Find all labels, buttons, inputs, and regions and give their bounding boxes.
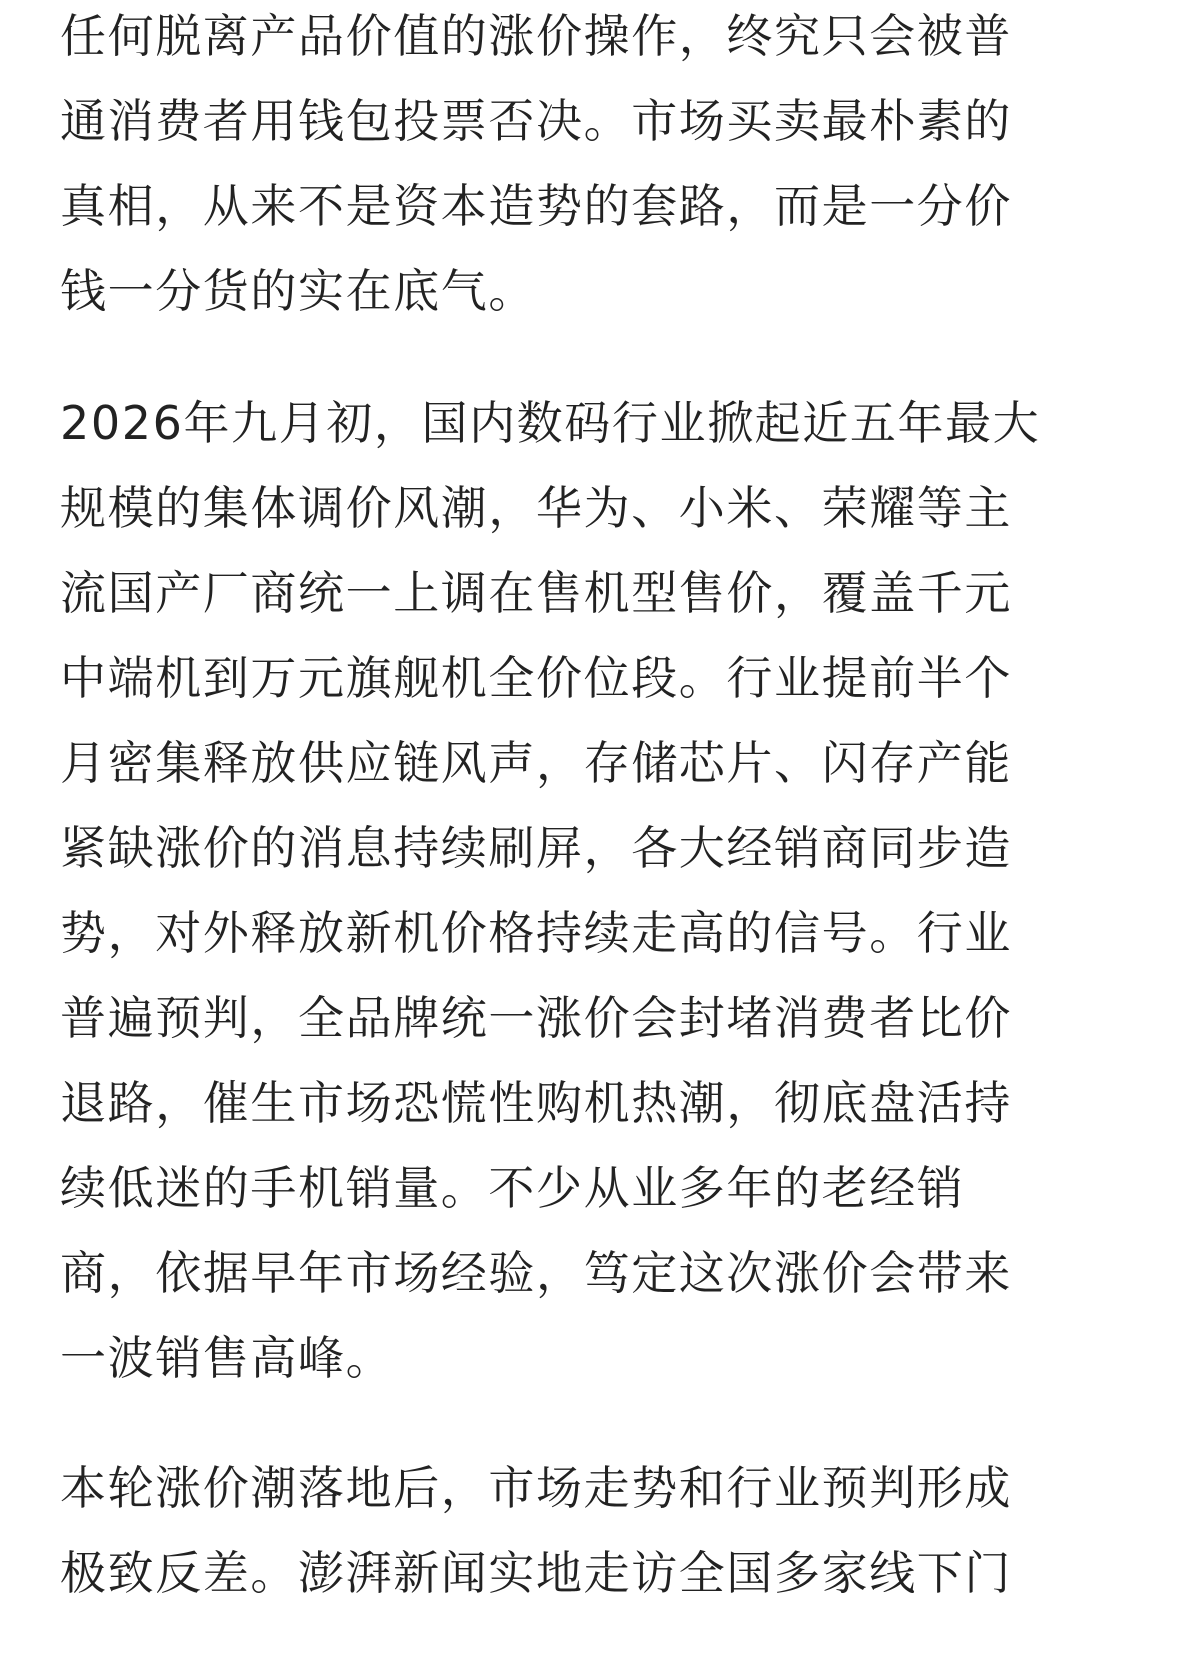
paragraph-line: 退路，催生市场恐慌性购机热潮，彻底盘活持 — [60, 1076, 1012, 1130]
paragraph-line: 一波销售高峰。 — [60, 1331, 394, 1385]
paragraph-3 — [60, 1446, 1012, 1616]
paragraph-line: 流国产厂商统一上调在售机型售价，覆盖千元 — [60, 566, 1012, 620]
paragraph-line: 极致反差。澎湃新闻实地走访全国多家线下门 — [60, 1546, 1012, 1600]
paragraph-line: 续低迷的手机销量。不少从业多年的老经销 — [60, 1161, 965, 1215]
paragraph-line: 任何脱离产品价值的涨价操作，终究只会被普 — [60, 9, 1012, 63]
paragraph-line: 通消费者用钱包投票否决。市场买卖最朴素的 — [60, 94, 1012, 148]
paragraph-line: 商，依据早年市场经验，笃定这次涨价会带来 — [60, 1246, 1012, 1300]
paragraph-line: 本轮涨价潮落地后，市场走势和行业预判形成 — [60, 1461, 1012, 1515]
paragraph-line: 2026年九月初，国内数码行业掀起近五年最大 — [60, 396, 1041, 450]
paragraph-line: 钱一分货的实在底气。 — [60, 264, 536, 318]
paragraph-line: 紧缺涨价的消息持续刷屏，各大经销商同步造 — [60, 821, 1012, 875]
paragraph-line: 普遍预判，全品牌统一涨价会封堵消费者比价 — [60, 991, 1012, 1045]
paragraph-1 — [60, 0, 1012, 334]
paragraph-line: 真相，从来不是资本造势的套路，而是一分价 — [60, 179, 1012, 233]
paragraph-line: 月密集释放供应链风声，存储芯片、闪存产能 — [60, 736, 1012, 790]
paragraph-2 — [60, 381, 1040, 1401]
paragraph-line: 中端机到万元旗舰机全价位段。行业提前半个 — [60, 651, 1012, 705]
paragraph-line: 规模的集体调价风潮，华为、小米、荣耀等主 — [60, 481, 1012, 535]
paragraph-line: 势，对外释放新机价格持续走高的信号。行业 — [60, 906, 1012, 960]
